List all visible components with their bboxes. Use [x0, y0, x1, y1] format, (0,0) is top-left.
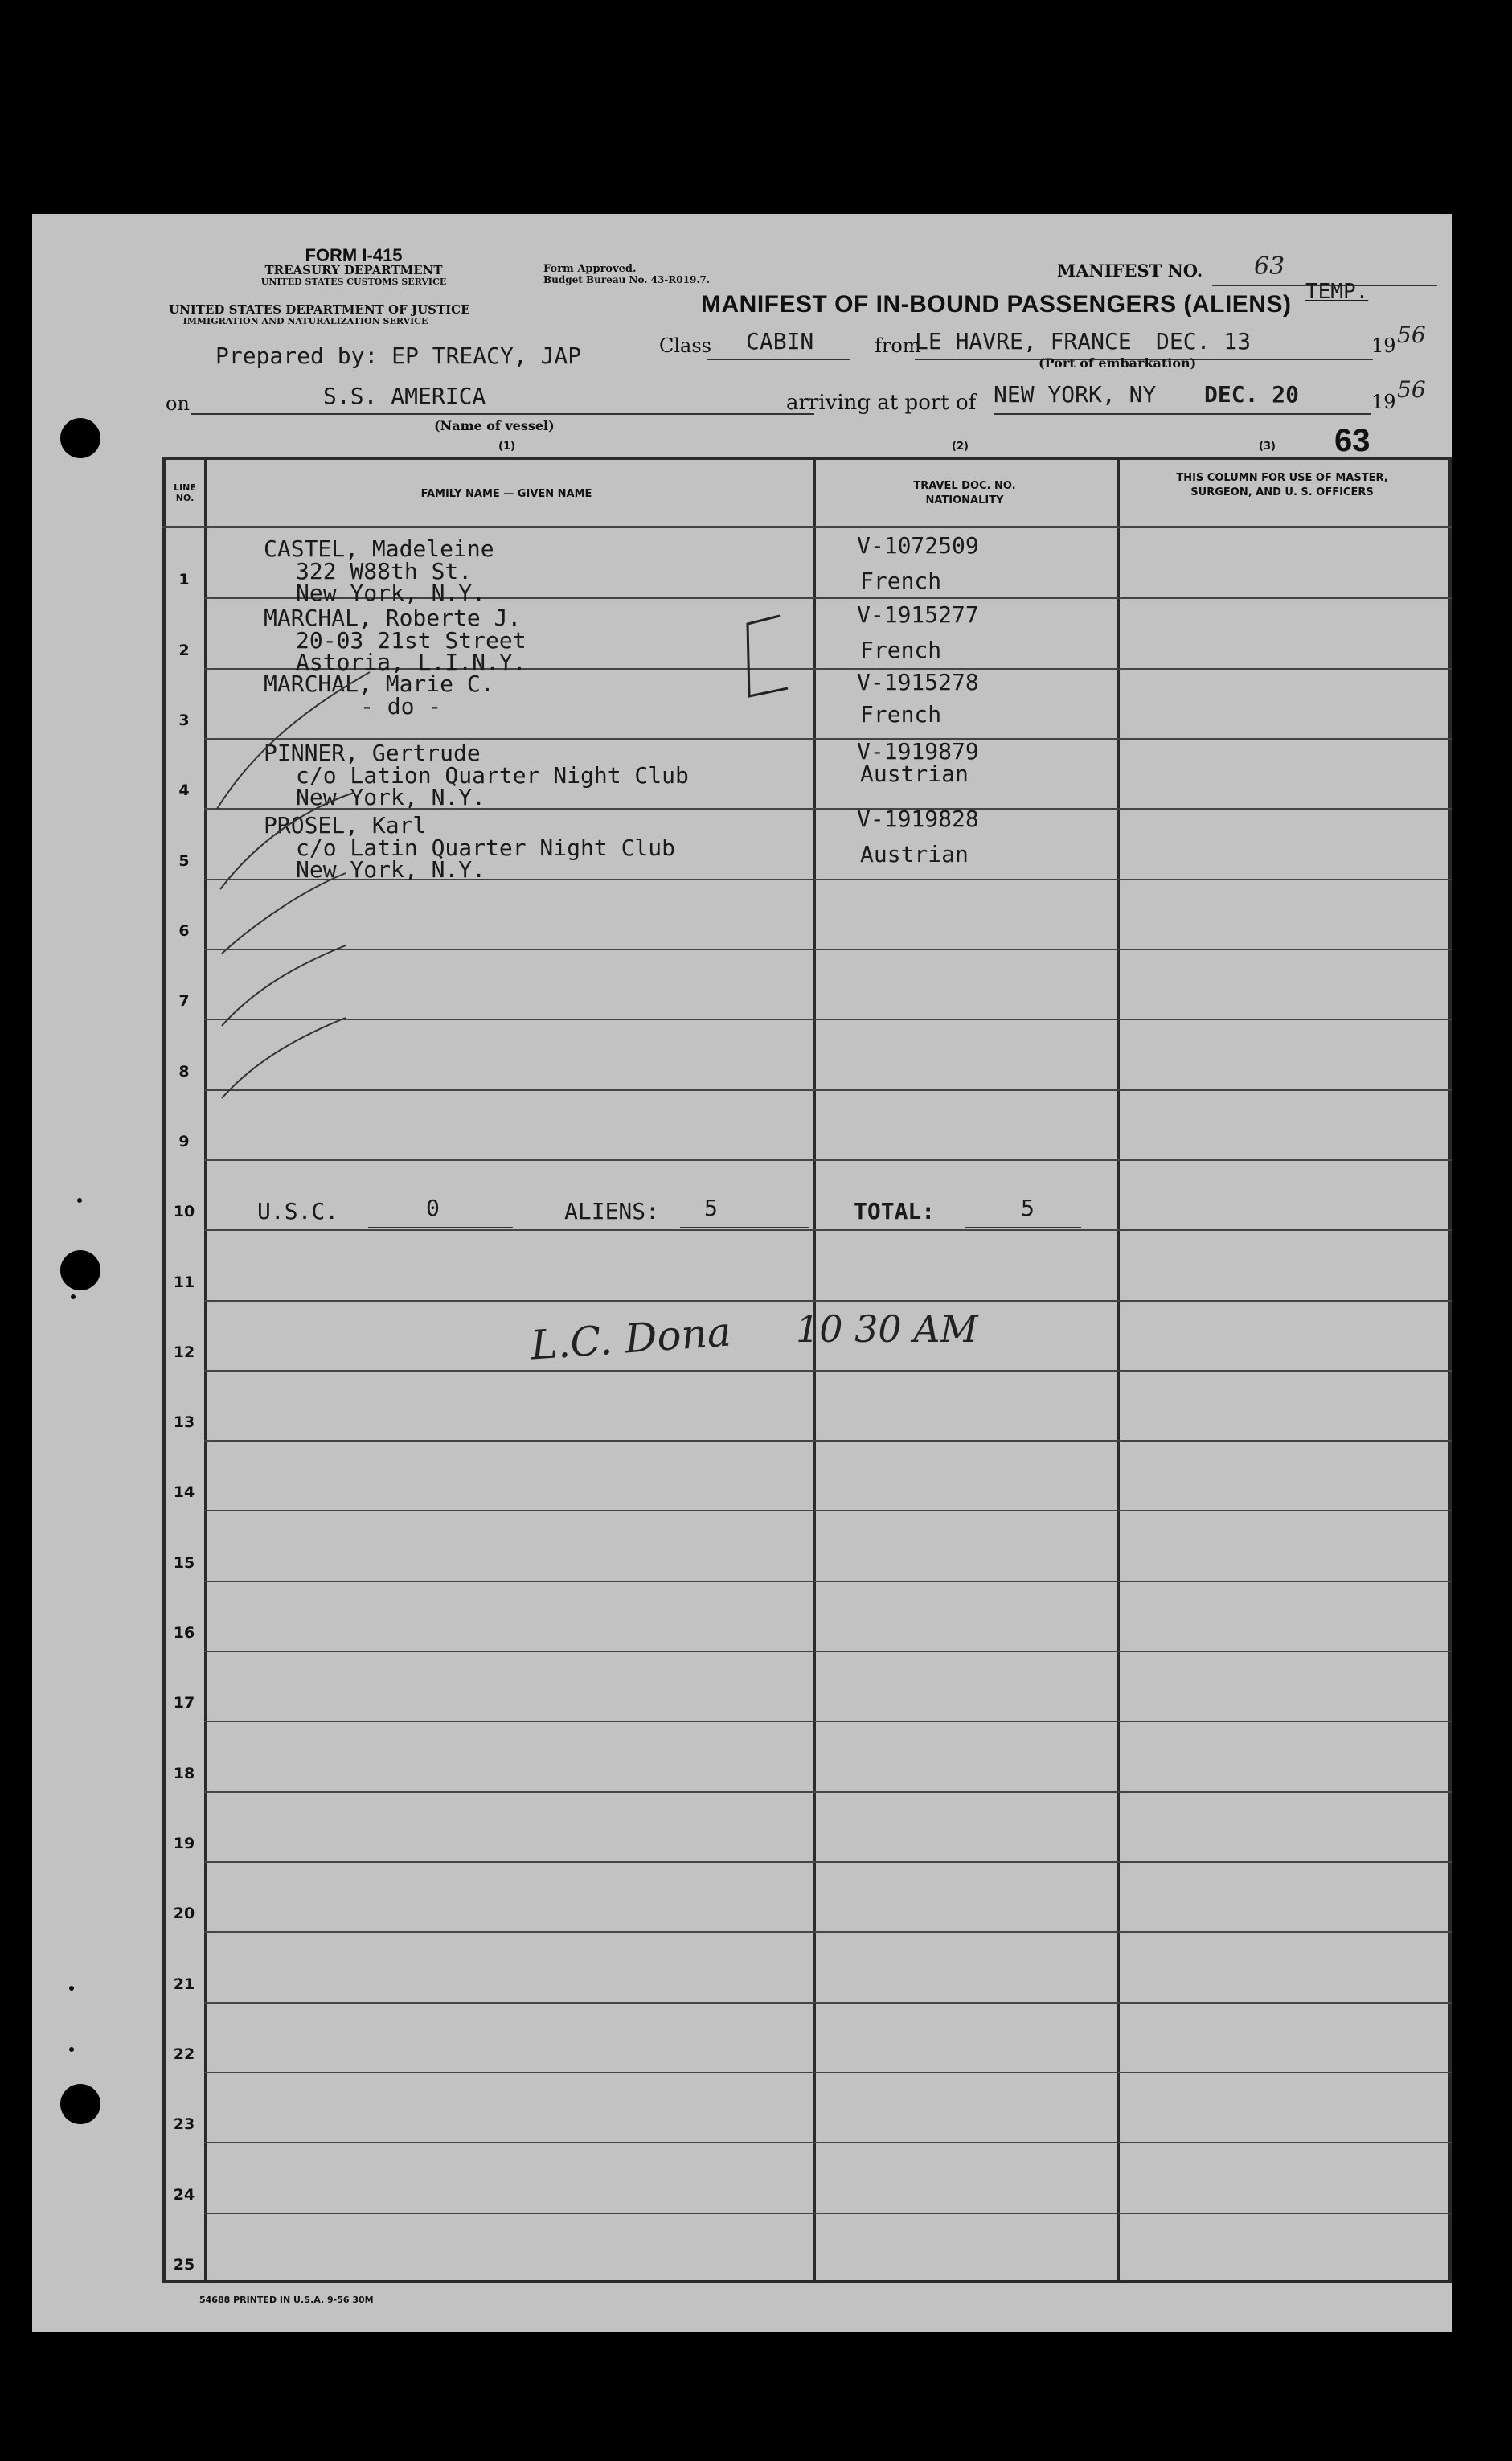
- justice-dept: UNITED STATES DEPARTMENT OF JUSTICE: [169, 302, 470, 317]
- line-number: 20: [173, 1905, 195, 1923]
- line-number: 21: [173, 1975, 195, 1993]
- total-line: [965, 1227, 1081, 1228]
- line-number: 11: [173, 1273, 195, 1291]
- justice-block: [169, 302, 470, 326]
- passenger-address-2: Astoria, L.I.N.Y.: [296, 649, 527, 675]
- line-number: 14: [173, 1483, 195, 1502]
- table-row-line: [204, 1159, 1452, 1161]
- usc-label: U.S.C.: [257, 1198, 339, 1224]
- on-label: on: [166, 392, 190, 415]
- manifest-page: [32, 214, 1452, 2332]
- table-row-line: [204, 1440, 1452, 1442]
- line-number: 24: [173, 2185, 195, 2204]
- total-value: 5: [1021, 1195, 1035, 1221]
- table-row-line: [204, 1229, 1452, 1231]
- from-label: from: [875, 334, 921, 357]
- table-row-line: [204, 1510, 1452, 1511]
- form-number-block: [217, 246, 490, 286]
- travel-doc-number: V-1072509: [857, 532, 979, 559]
- year-1: 56: [1397, 322, 1426, 348]
- class-label: Class: [659, 334, 711, 357]
- nationality: Austrian: [860, 761, 969, 787]
- departure-date: DEC. 13: [1156, 328, 1252, 355]
- table-row-line: [204, 2072, 1452, 2073]
- table-row-line: [204, 1370, 1452, 1372]
- line-number: 13: [173, 1413, 195, 1432]
- line-number: 10: [173, 1203, 195, 1221]
- vessel-name: S.S. AMERICA: [323, 383, 486, 409]
- page-title: MANIFEST OF IN-BOUND PASSENGERS (ALIENS): [701, 291, 1292, 318]
- punch-hole-bottom: [60, 2084, 100, 2124]
- prepared-by: Prepared by: EP TREACY, JAP: [215, 342, 582, 369]
- margin-speck: [77, 1198, 82, 1203]
- margin-speck: [69, 2047, 74, 2052]
- line-number: 22: [173, 2045, 195, 2064]
- passenger-name: CASTEL, Madeleine: [264, 535, 494, 562]
- usc-value: 0: [426, 1195, 440, 1221]
- passenger-address-2: New York, N.Y.: [296, 784, 486, 810]
- arriving-label: arriving at port of: [786, 391, 977, 415]
- manifest-no-value: 63: [1254, 252, 1285, 281]
- vessel-line: [191, 413, 814, 415]
- table-row-line: [204, 1651, 1452, 1652]
- time-note: 10 30 AM: [796, 1307, 978, 1351]
- margin-speck: [71, 1294, 76, 1299]
- line-number: 17: [173, 1694, 195, 1712]
- column-1-number: (1): [498, 441, 515, 453]
- line-number: 9: [178, 1132, 190, 1151]
- check-marks: [209, 471, 820, 1138]
- form-approved: [543, 264, 710, 285]
- year-prefix-2: 19: [1371, 391, 1396, 413]
- embarkation-port: LE HAVRE, FRANCE: [915, 328, 1132, 355]
- table-row-line: [204, 2002, 1452, 2004]
- bracket-mark: [731, 600, 796, 728]
- port-note: (Port of embarkation): [1039, 355, 1197, 371]
- line-number: 18: [173, 1764, 195, 1782]
- margin-speck: [69, 1986, 74, 1991]
- officer-header: THIS COLUMN FOR USE OF MASTER, SURGEON, AND U. S. OFFICERS: [1176, 472, 1388, 498]
- arrival-line: [994, 413, 1371, 415]
- passenger-name: PROSEL, Karl: [264, 812, 427, 839]
- nationality: French: [860, 568, 942, 594]
- table-row-line: [204, 1791, 1452, 1793]
- aliens-value: 5: [704, 1195, 718, 1221]
- passenger-address-1: - do -: [360, 693, 442, 720]
- ins-service: IMMIGRATION AND NATURALIZATION SERVICE: [182, 315, 428, 326]
- year-2: 56: [1397, 376, 1426, 403]
- aliens-line: [680, 1227, 809, 1228]
- line-number: 19: [173, 1835, 195, 1853]
- treasury-dept: TREASURY DEPARTMENT: [264, 263, 443, 278]
- travel-doc-number: V-1919828: [857, 806, 979, 832]
- column-2-number: (2): [952, 441, 969, 453]
- vessel-note: (Name of vessel): [434, 418, 555, 433]
- line-number: 25: [173, 2256, 195, 2274]
- table-row-line: [204, 2142, 1452, 2143]
- aliens-label: ALIENS:: [564, 1198, 660, 1224]
- punch-hole-middle: [60, 1250, 100, 1290]
- passenger-name: MARCHAL, Roberte J.: [264, 605, 522, 631]
- table-row-line: [204, 2213, 1452, 2214]
- passenger-name: MARCHAL, Marie C.: [264, 671, 494, 697]
- travel-doc-number: V-1915277: [857, 601, 979, 628]
- page-number: 63: [1334, 423, 1371, 458]
- line-number: 2: [178, 641, 190, 659]
- column-3-number: (3): [1259, 441, 1276, 453]
- line-number: 1: [178, 571, 190, 589]
- line-number: 6: [178, 921, 190, 940]
- line-number: 3: [178, 711, 190, 729]
- table-row-line: [204, 1931, 1452, 1933]
- line-number: 7: [178, 992, 190, 1011]
- arrival-port: NEW YORK, NY: [994, 381, 1157, 408]
- nationality: French: [860, 637, 942, 663]
- total-label: TOTAL:: [854, 1198, 936, 1224]
- line-number: 8: [178, 1062, 190, 1081]
- line-number: 23: [173, 2115, 195, 2134]
- table-row-line: [204, 1300, 1452, 1302]
- name-header: FAMILY NAME — GIVEN NAME: [420, 488, 592, 500]
- travel-doc-number: V-1915278: [857, 669, 979, 695]
- table-row-line: [204, 1721, 1452, 1722]
- line-no-header: LINE NO.: [174, 482, 196, 504]
- passenger-address-1: 20-03 21st Street: [296, 627, 527, 654]
- officer-signature: L.C. Dona: [529, 1308, 733, 1369]
- travel-doc-number: V-1919879: [857, 738, 979, 765]
- temp-mark: TEMP.: [1305, 280, 1369, 304]
- customs-service: UNITED STATES CUSTOMS SERVICE: [260, 276, 447, 287]
- line-number: 16: [173, 1624, 195, 1643]
- form-number: FORM I-415: [305, 245, 403, 265]
- nationality: Austrian: [860, 841, 969, 868]
- year-prefix-1: 19: [1371, 334, 1396, 357]
- nationality: French: [860, 701, 942, 728]
- line-number: 5: [178, 851, 190, 870]
- class-line: [707, 359, 850, 360]
- punch-hole-top: [60, 418, 100, 458]
- usc-line: [368, 1227, 513, 1228]
- passenger-address-1: 322 W88th St.: [296, 558, 473, 584]
- line-number: 4: [178, 781, 190, 800]
- passenger-address-1: c/o Latin Quarter Night Club: [296, 835, 676, 861]
- passenger-name: PINNER, Gertrude: [264, 740, 481, 766]
- line-number: 15: [173, 1553, 195, 1572]
- manifest-no-label: MANIFEST NO.: [1057, 260, 1203, 281]
- doc-header: TRAVEL DOC. NO. NATIONALITY: [913, 480, 1016, 507]
- passenger-address-2: New York, N.Y.: [296, 856, 486, 883]
- form-approved-text: Form Approved.: [543, 263, 637, 275]
- print-note: 54688 PRINTED IN U.S.A. 9-56 30M: [199, 2295, 374, 2305]
- line-number: 12: [173, 1343, 195, 1361]
- table-row-line: [204, 1861, 1452, 1863]
- arrival-date: DEC. 20: [1204, 381, 1300, 408]
- passenger-address-2: New York, N.Y.: [296, 580, 486, 606]
- table-row-line: [204, 1581, 1452, 1582]
- budget-number: Budget Bureau No. 43-R019.7.: [543, 273, 711, 285]
- class-value: CABIN: [746, 328, 814, 355]
- passenger-address-1: c/o Lation Quarter Night Club: [296, 762, 689, 789]
